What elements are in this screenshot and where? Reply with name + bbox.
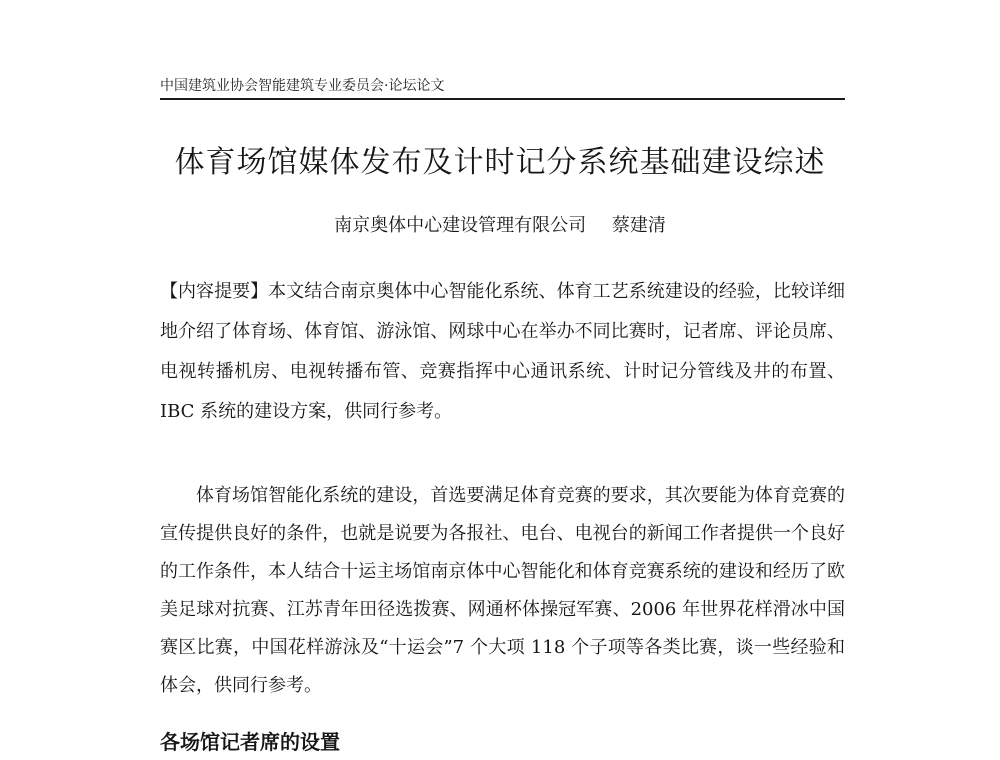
paper-title: 体育场馆媒体发布及计时记分系统基础建设综述 [174,145,826,180]
author-name: 蔡建清 [611,215,666,236]
abstract-text: 本文结合南京奥体中心智能化系统、体育工艺系统建设的经验，比较详细地介绍了体育场、体育馆、游泳馆、网球中心在举办不同比赛时，记者席、评论员席、电视转播机房、电视转播布管、竞赛指挥中心通讯系统、计时记分管线及井的布置、IBC 系统的建设方案，供同行参考。 [160,281,846,422]
author-organization: 南京奥体中心建设管理有限公司 [334,215,587,236]
abstract [160,272,845,432]
abstract-label: 【内容提要】 [160,281,269,302]
byline [0,214,1000,238]
section-heading: 各场馆记者席的设置 [160,730,340,754]
intro-paragraph: 体育场馆智能化系统的建设，首选要满足体育竞赛的要求，其次要能为体育竞赛的宣传提供良好的条件，也就是说要为各报社、电台、电视台的新闻工作者提供一个良好的工作条件，本人结合十运主场馆南京体中心智能化和体育竞赛系统的建设和经历了欧美足球对抗赛、江苏青年田径选拨赛、网通杯体操冠军赛、2006 年世界花样滑冰中国赛区比赛，中国花样游泳及“十运会”7 个大项 118 个子项等各类比赛，谈一些经验和体会，供同行参考。 [160,485,845,696]
running-header: 中国建筑业协会智能建筑专业委员会·论坛论文 [160,76,845,100]
